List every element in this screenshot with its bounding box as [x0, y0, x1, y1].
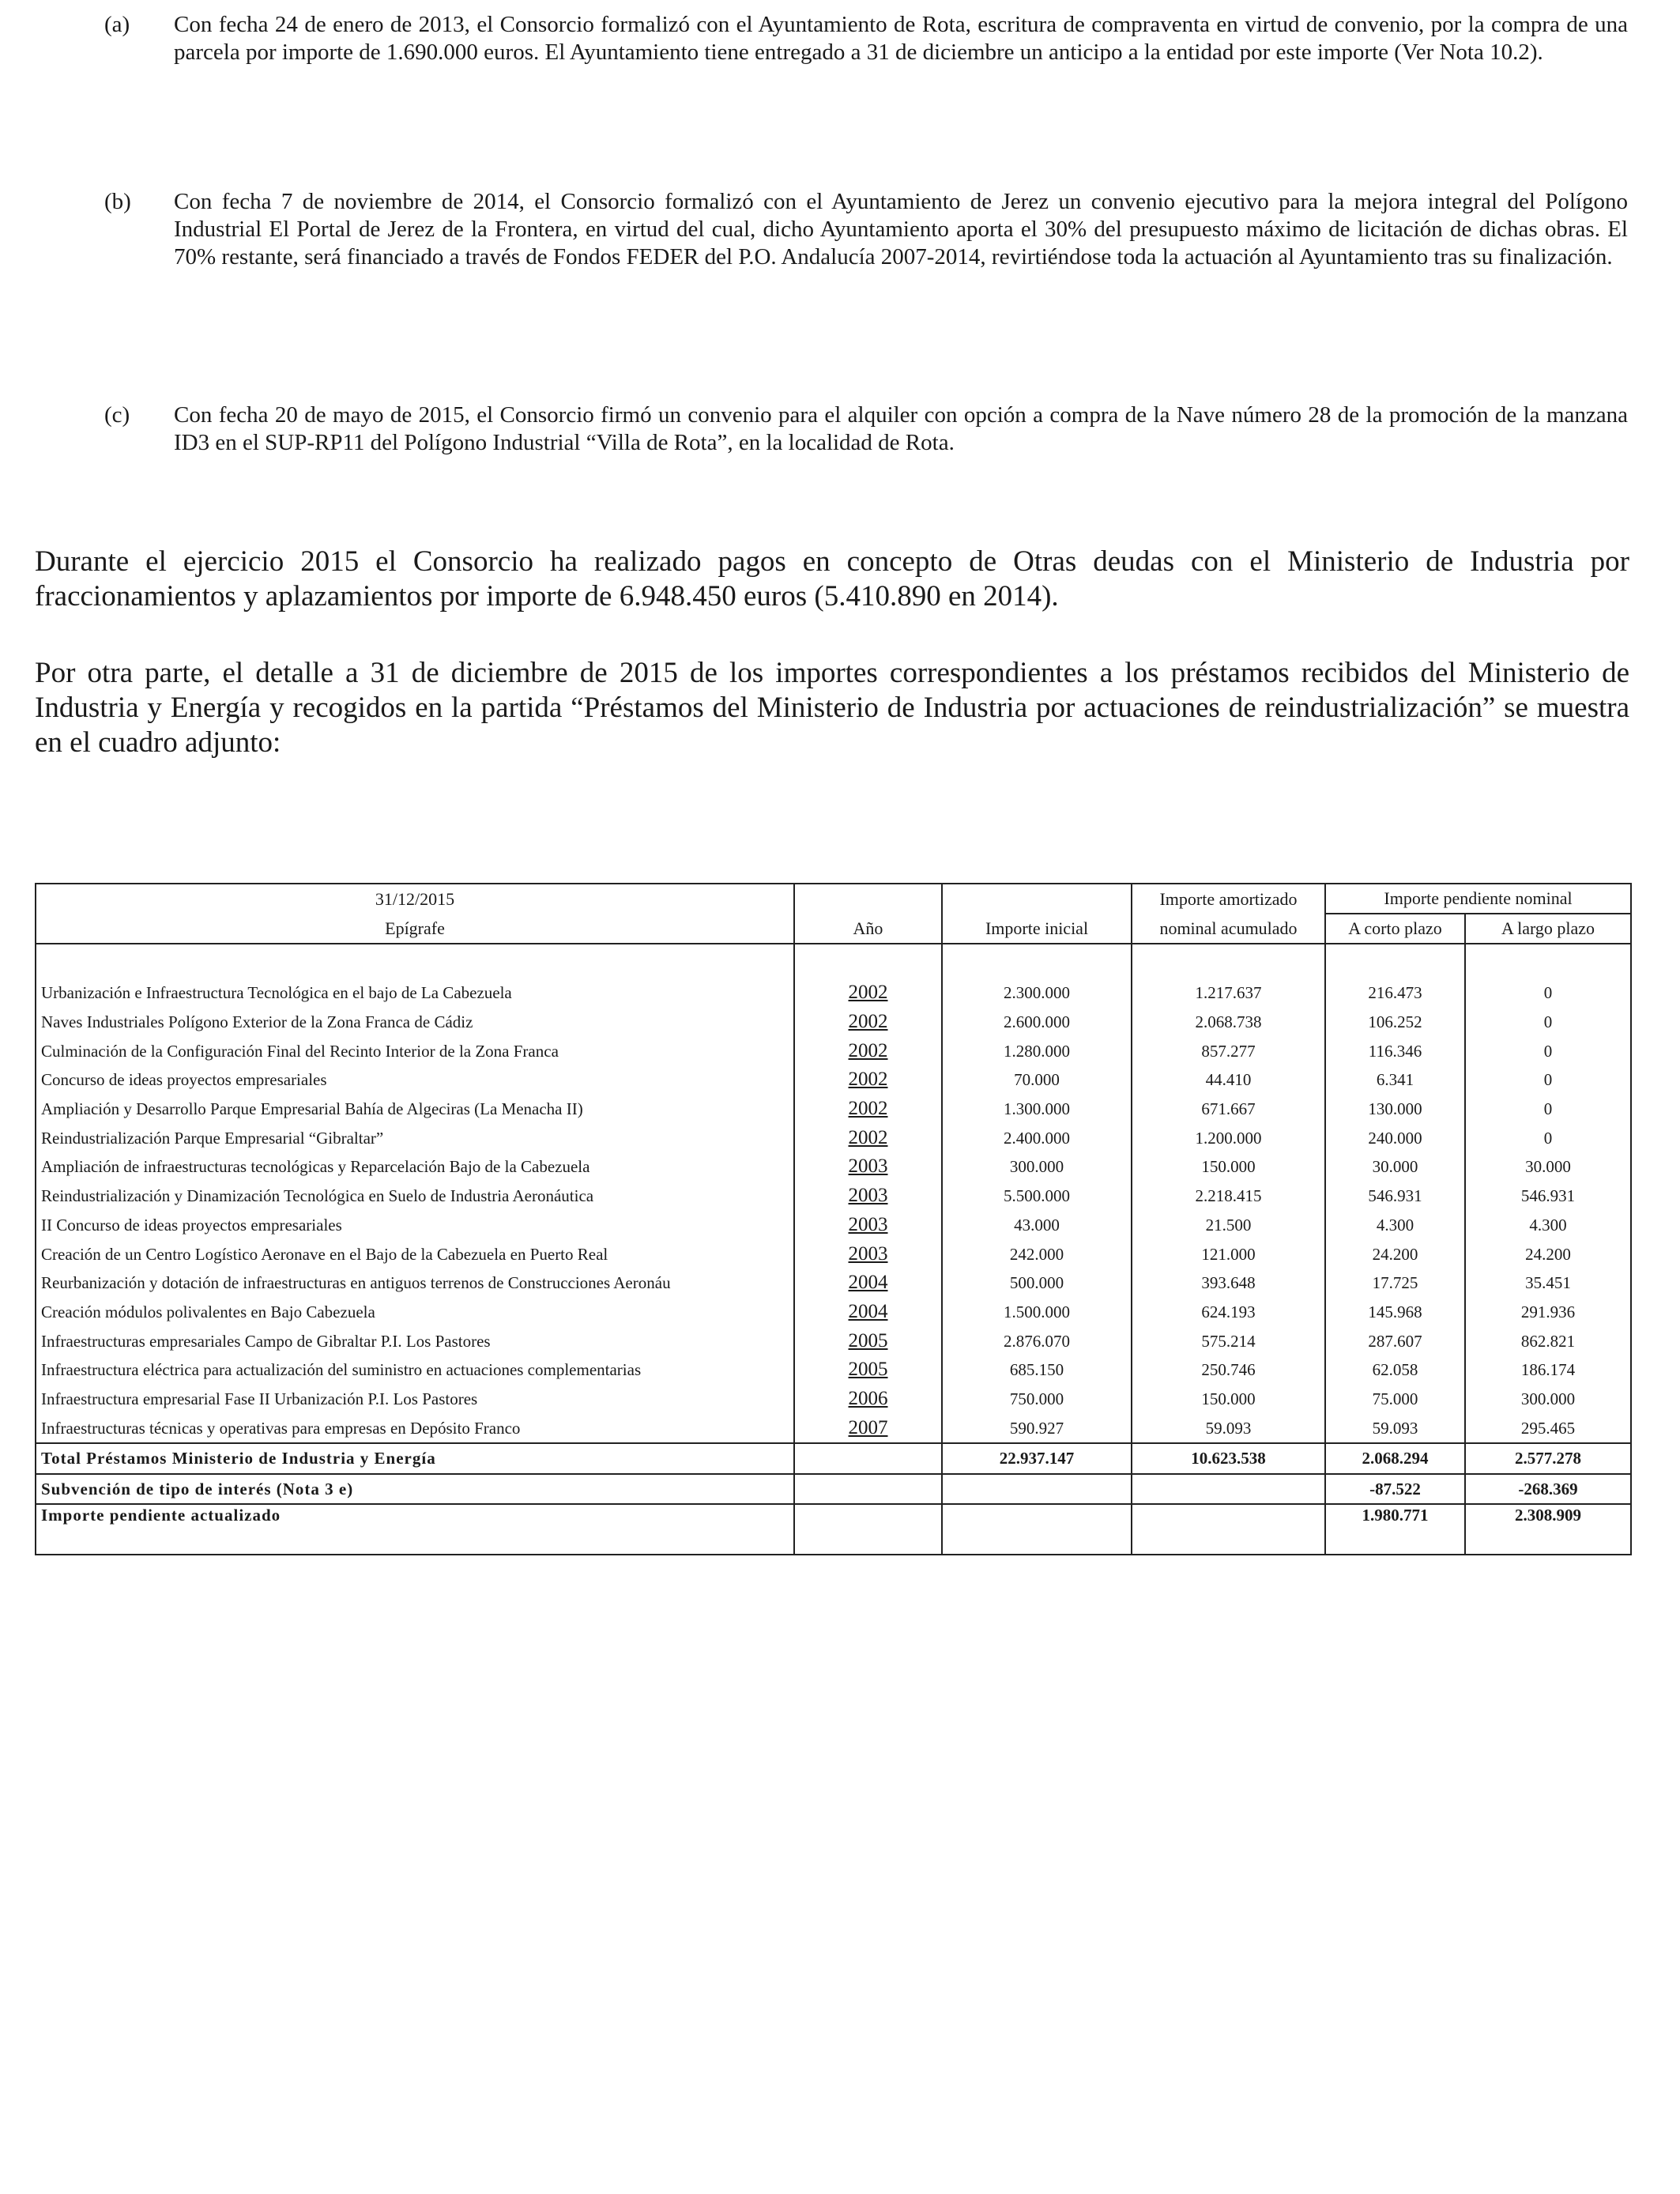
cell-anio — [794, 1211, 942, 1240]
year-value: 2002 — [848, 1126, 888, 1148]
cell-largo-plazo: 0 — [1465, 1123, 1631, 1152]
note-tag: (c) — [104, 402, 130, 428]
cell-importe-inicial: 5.500.000 — [942, 1182, 1132, 1211]
cell-anio — [794, 1385, 942, 1414]
cell-corto-plazo: 546.931 — [1325, 1182, 1465, 1211]
total-label: Total Préstamos Ministerio de Industria y Energía — [36, 1443, 794, 1474]
cell-corto-plazo: 116.346 — [1325, 1036, 1465, 1065]
cell-corto-plazo: 130.000 — [1325, 1095, 1465, 1124]
year-value: 2002 — [848, 1069, 888, 1091]
cell-importe-inicial: 1.500.000 — [942, 1298, 1132, 1327]
cell-importe-inicial: 70.000 — [942, 1065, 1132, 1095]
actualizado-corto-plazo: 1.980.771 — [1325, 1504, 1465, 1555]
cell-epigrafe: Infraestructura eléctrica para actualización del suministro en actuaciones complementarias — [36, 1355, 794, 1385]
cell-epigrafe: Culminación de la Configuración Final del Recinto Interior de la Zona Franca — [36, 1036, 794, 1065]
cell-amortizado: 575.214 — [1132, 1326, 1325, 1355]
cell-largo-plazo: 0 — [1465, 1008, 1631, 1037]
table-row — [36, 1355, 1631, 1385]
header-anio: Año — [794, 914, 942, 944]
total-amortizado: 10.623.538 — [1132, 1443, 1325, 1474]
cell-largo-plazo: 35.451 — [1465, 1269, 1631, 1298]
table-row — [36, 978, 1631, 1008]
cell-largo-plazo: 546.931 — [1465, 1182, 1631, 1211]
table-row — [36, 1182, 1631, 1211]
cell-anio — [794, 1008, 942, 1037]
cell-amortizado: 150.000 — [1132, 1152, 1325, 1182]
cell-amortizado: 1.200.000 — [1132, 1123, 1325, 1152]
cell-epigrafe: Infraestructura empresarial Fase II Urbanización P.I. Los Pastores — [36, 1385, 794, 1414]
cell-largo-plazo: 862.821 — [1465, 1326, 1631, 1355]
cell-epigrafe: Concurso de ideas proyectos empresariales — [36, 1065, 794, 1095]
cell-amortizado: 2.218.415 — [1132, 1182, 1325, 1211]
cell-epigrafe: Naves Industriales Polígono Exterior de la Zona Franca de Cádiz — [36, 1008, 794, 1037]
cell-anio — [794, 1413, 942, 1443]
header-amortizado-line1: Importe amortizado — [1132, 884, 1325, 914]
cell-corto-plazo: 240.000 — [1325, 1123, 1465, 1152]
header-empty — [794, 884, 942, 914]
cell-amortizado: 21.500 — [1132, 1211, 1325, 1240]
cell-empty — [794, 1443, 942, 1474]
cell-largo-plazo: 0 — [1465, 1095, 1631, 1124]
year-value: 2002 — [848, 982, 888, 1004]
cell-anio — [794, 1123, 942, 1152]
cell-corto-plazo: 216.473 — [1325, 978, 1465, 1008]
cell-anio — [794, 978, 942, 1008]
cell-amortizado: 1.217.637 — [1132, 978, 1325, 1008]
cell-epigrafe: Urbanización e Infraestructura Tecnológica en el bajo de La Cabezuela — [36, 978, 794, 1008]
cell-epigrafe: Ampliación y Desarrollo Parque Empresarial Bahía de Algeciras (La Menacha II) — [36, 1095, 794, 1124]
table-row — [36, 1326, 1631, 1355]
cell-epigrafe: Ampliación de infraestructuras tecnológicas y Reparcelación Bajo de la Cabezuela — [36, 1152, 794, 1182]
cell-largo-plazo: 4.300 — [1465, 1211, 1631, 1240]
cell-epigrafe: Reindustrialización Parque Empresarial “Gibraltar” — [36, 1123, 794, 1152]
cell-importe-inicial: 43.000 — [942, 1211, 1132, 1240]
paragraph-payments: Durante el ejercicio 2015 el Consorcio ha realizado pagos en concepto de Otras deudas con el Ministerio de Industria por fraccionamientos y aplazamientos por importe de 6.948.450 euros (5.410.890 en 2014). — [35, 545, 1629, 613]
subvencion-row — [36, 1474, 1631, 1505]
cell-corto-plazo: 4.300 — [1325, 1211, 1465, 1240]
cell-empty — [1132, 1504, 1325, 1555]
table-row — [36, 1413, 1631, 1443]
cell-amortizado: 671.667 — [1132, 1095, 1325, 1124]
cell-largo-plazo: 30.000 — [1465, 1152, 1631, 1182]
cell-corto-plazo: 62.058 — [1325, 1355, 1465, 1385]
year-value: 2002 — [848, 1039, 888, 1061]
cell-amortizado: 2.068.738 — [1132, 1008, 1325, 1037]
cell-anio — [794, 1182, 942, 1211]
cell-importe-inicial: 300.000 — [942, 1152, 1132, 1182]
year-value: 2003 — [848, 1155, 888, 1178]
cell-epigrafe: Infraestructuras técnicas y operativas para empresas en Depósito Franco — [36, 1413, 794, 1443]
header-date: 31/12/2015 — [36, 884, 794, 914]
cell-importe-inicial: 590.927 — [942, 1413, 1132, 1443]
header-epigrafe: Epígrafe — [36, 914, 794, 944]
cell-corto-plazo: 30.000 — [1325, 1152, 1465, 1182]
header-corto-plazo: A corto plazo — [1325, 914, 1465, 944]
header-empty — [942, 884, 1132, 914]
subvencion-largo-plazo: -268.369 — [1465, 1474, 1631, 1505]
cell-importe-inicial: 2.300.000 — [942, 978, 1132, 1008]
cell-empty — [794, 1474, 942, 1505]
cell-importe-inicial: 685.150 — [942, 1355, 1132, 1385]
cell-corto-plazo: 145.968 — [1325, 1298, 1465, 1327]
year-value: 2003 — [848, 1242, 888, 1265]
header-importe-inicial: Importe inicial — [942, 914, 1132, 944]
cell-amortizado: 857.277 — [1132, 1036, 1325, 1065]
table-row — [36, 1269, 1631, 1298]
total-importe-inicial: 22.937.147 — [942, 1443, 1132, 1474]
cell-anio — [794, 1269, 942, 1298]
cell-epigrafe: Creación módulos polivalentes en Bajo Cabezuela — [36, 1298, 794, 1327]
cell-corto-plazo: 24.200 — [1325, 1239, 1465, 1269]
table-row — [36, 1123, 1631, 1152]
cell-corto-plazo: 75.000 — [1325, 1385, 1465, 1414]
cell-largo-plazo: 0 — [1465, 1065, 1631, 1095]
cell-empty — [1132, 1474, 1325, 1505]
year-value: 2002 — [848, 1011, 888, 1033]
actualizado-largo-plazo: 2.308.909 — [1465, 1504, 1631, 1555]
cell-importe-inicial: 500.000 — [942, 1269, 1132, 1298]
note-text: Con fecha 20 de mayo de 2015, el Consorcio firmó un convenio para el alquiler con opción a compra de la Nave número 28 de la promoción de la manzana ID3 en el SUP-RP11 del Polígono Industrial “Villa de Rota”, en la localidad de Rota. — [174, 402, 1628, 455]
cell-amortizado: 44.410 — [1132, 1065, 1325, 1095]
cell-amortizado: 250.746 — [1132, 1355, 1325, 1385]
table-row — [36, 1385, 1631, 1414]
cell-largo-plazo: 295.465 — [1465, 1413, 1631, 1443]
year-value: 2002 — [848, 1098, 888, 1120]
spacer-row — [36, 944, 1631, 978]
cell-importe-inicial: 2.876.070 — [942, 1326, 1132, 1355]
table-row — [36, 1298, 1631, 1327]
cell-corto-plazo: 59.093 — [1325, 1413, 1465, 1443]
cell-amortizado: 121.000 — [1132, 1239, 1325, 1269]
table-header-row — [36, 914, 1631, 944]
cell-importe-inicial: 2.400.000 — [942, 1123, 1132, 1152]
cell-amortizado: 624.193 — [1132, 1298, 1325, 1327]
year-value: 2006 — [848, 1387, 888, 1409]
header-largo-plazo: A largo plazo — [1465, 914, 1631, 944]
year-value: 2003 — [848, 1185, 888, 1207]
cell-empty — [942, 1504, 1132, 1555]
cell-anio — [794, 1355, 942, 1385]
table-row — [36, 1211, 1631, 1240]
note-tag: (b) — [104, 189, 131, 214]
cell-anio — [794, 1298, 942, 1327]
paragraph-loans-intro: Por otra parte, el detalle a 31 de diciembre de 2015 de los importes correspondientes a los préstamos recibidos del Ministerio de Industria y Energía y recogidos en la partida “Préstamos del Ministerio de Industria por actuaciones de reindustrialización” se muestra en el cuadro adjunto: — [35, 657, 1629, 759]
header-amortizado-line2: nominal acumulado — [1132, 914, 1325, 944]
header-pendiente-nominal: Importe pendiente nominal — [1325, 884, 1631, 914]
cell-amortizado: 393.648 — [1132, 1269, 1325, 1298]
cell-largo-plazo: 291.936 — [1465, 1298, 1631, 1327]
total-row — [36, 1443, 1631, 1474]
cell-largo-plazo: 300.000 — [1465, 1385, 1631, 1414]
table-row — [36, 1095, 1631, 1124]
table-row — [36, 1036, 1631, 1065]
cell-anio — [794, 1095, 942, 1124]
cell-corto-plazo: 287.607 — [1325, 1326, 1465, 1355]
loans-table — [35, 883, 1632, 1555]
subvencion-corto-plazo: -87.522 — [1325, 1474, 1465, 1505]
cell-epigrafe: Creación de un Centro Logístico Aeronave en el Bajo de la Cabezuela en Puerto Real — [36, 1239, 794, 1269]
year-value: 2005 — [848, 1359, 888, 1381]
cell-epigrafe: II Concurso de ideas proyectos empresariales — [36, 1211, 794, 1240]
cell-empty — [942, 1474, 1132, 1505]
cell-importe-inicial: 2.600.000 — [942, 1008, 1132, 1037]
note-text: Con fecha 24 de enero de 2013, el Consorcio formalizó con el Ayuntamiento de Rota, escritura de compraventa en virtud de convenio, por la compra de una parcela por importe de 1.690.000 euros. El Ayuntamiento tiene entregado a 31 de diciembre un anticipo a la entidad por este importe (Ver Nota 10.2). — [174, 12, 1628, 65]
table-row — [36, 1008, 1631, 1037]
cell-largo-plazo: 186.174 — [1465, 1355, 1631, 1385]
cell-importe-inicial: 242.000 — [942, 1239, 1132, 1269]
year-value: 2004 — [848, 1300, 888, 1322]
table-header-row — [36, 884, 1631, 914]
cell-epigrafe: Infraestructuras empresariales Campo de Gibraltar P.I. Los Pastores — [36, 1326, 794, 1355]
cell-importe-inicial: 1.300.000 — [942, 1095, 1132, 1124]
cell-anio — [794, 1239, 942, 1269]
cell-corto-plazo: 106.252 — [1325, 1008, 1465, 1037]
subvencion-label: Subvención de tipo de interés (Nota 3 e) — [36, 1474, 794, 1505]
cell-largo-plazo: 0 — [1465, 978, 1631, 1008]
cell-anio — [794, 1326, 942, 1355]
cell-anio — [794, 1036, 942, 1065]
cell-amortizado: 59.093 — [1132, 1413, 1325, 1443]
cell-importe-inicial: 750.000 — [942, 1385, 1132, 1414]
cell-empty — [794, 1504, 942, 1555]
cell-anio — [794, 1152, 942, 1182]
cell-anio — [794, 1065, 942, 1095]
cell-corto-plazo: 17.725 — [1325, 1269, 1465, 1298]
cell-amortizado: 150.000 — [1132, 1385, 1325, 1414]
year-value: 2004 — [848, 1272, 888, 1294]
table-row — [36, 1152, 1631, 1182]
cell-largo-plazo: 24.200 — [1465, 1239, 1631, 1269]
table-row — [36, 1065, 1631, 1095]
actualizado-label: Importe pendiente actualizado — [36, 1504, 794, 1555]
total-largo-plazo: 2.577.278 — [1465, 1443, 1631, 1474]
note-tag: (a) — [104, 12, 130, 37]
total-corto-plazo: 2.068.294 — [1325, 1443, 1465, 1474]
year-value: 2007 — [848, 1416, 888, 1438]
cell-importe-inicial: 1.280.000 — [942, 1036, 1132, 1065]
cell-epigrafe: Reurbanización y dotación de infraestructuras en antiguos terrenos de Construcciones Aeronáu — [36, 1269, 794, 1298]
table-row — [36, 1239, 1631, 1269]
year-value: 2003 — [848, 1213, 888, 1235]
cell-largo-plazo: 0 — [1465, 1036, 1631, 1065]
cell-corto-plazo: 6.341 — [1325, 1065, 1465, 1095]
year-value: 2005 — [848, 1329, 888, 1351]
cell-epigrafe: Reindustrialización y Dinamización Tecnológica en Suelo de Industria Aeronáutica — [36, 1182, 794, 1211]
actualizado-row — [36, 1504, 1631, 1555]
note-text: Con fecha 7 de noviembre de 2014, el Consorcio formalizó con el Ayuntamiento de Jerez un convenio ejecutivo para la mejora integral del Polígono Industrial El Portal de Jerez de la Frontera, en virtud del cual, dicho Ayuntamiento aporta el 30% del presupuesto máximo de licitación de dichas obras. El 70% restante, será financiado a través de Fondos FEDER del P.O. Andalucía 2007-2014, revirtiéndose toda la actuación al Ayuntamiento tras su finalización. — [174, 189, 1628, 270]
